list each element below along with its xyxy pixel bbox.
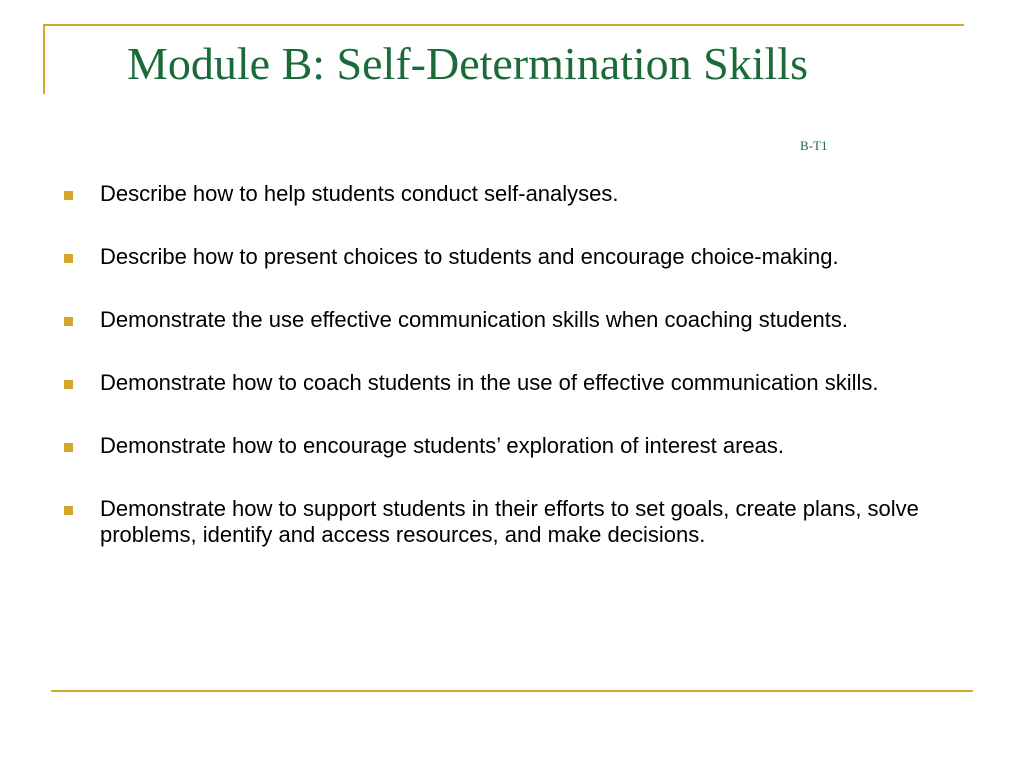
bullet-text: Demonstrate how to coach students in the use of effective communication skills. [100,370,879,395]
bullet-text: Describe how to present choices to students and encourage choice-making. [100,244,839,269]
square-bullet-icon [64,317,73,326]
bullet-item [62,244,972,270]
left-divider [43,24,45,94]
bullet-item [62,496,972,548]
square-bullet-icon [64,380,73,389]
bullet-text: Describe how to help students conduct self-analyses. [100,181,619,206]
bottom-divider [51,690,973,692]
slide-code: B-T1 [800,138,828,153]
bullet-item [62,181,972,207]
bullet-item [62,370,972,396]
bullet-item [62,307,972,333]
slide-title: Module B: Self-Determination Skills [127,38,808,89]
top-divider [43,24,964,26]
bullet-item [62,433,972,459]
square-bullet-icon [64,254,73,263]
square-bullet-icon [64,443,73,452]
bullet-text: Demonstrate the use effective communication skills when coaching students. [100,307,848,332]
bullet-text: Demonstrate how to support students in their efforts to set goals, create plans, solve problems, identify and access resources, and make decisions. [100,496,919,547]
square-bullet-icon [64,191,73,200]
square-bullet-icon [64,506,73,515]
bullet-list [62,181,972,585]
bullet-text: Demonstrate how to encourage students’ exploration of interest areas. [100,433,785,458]
